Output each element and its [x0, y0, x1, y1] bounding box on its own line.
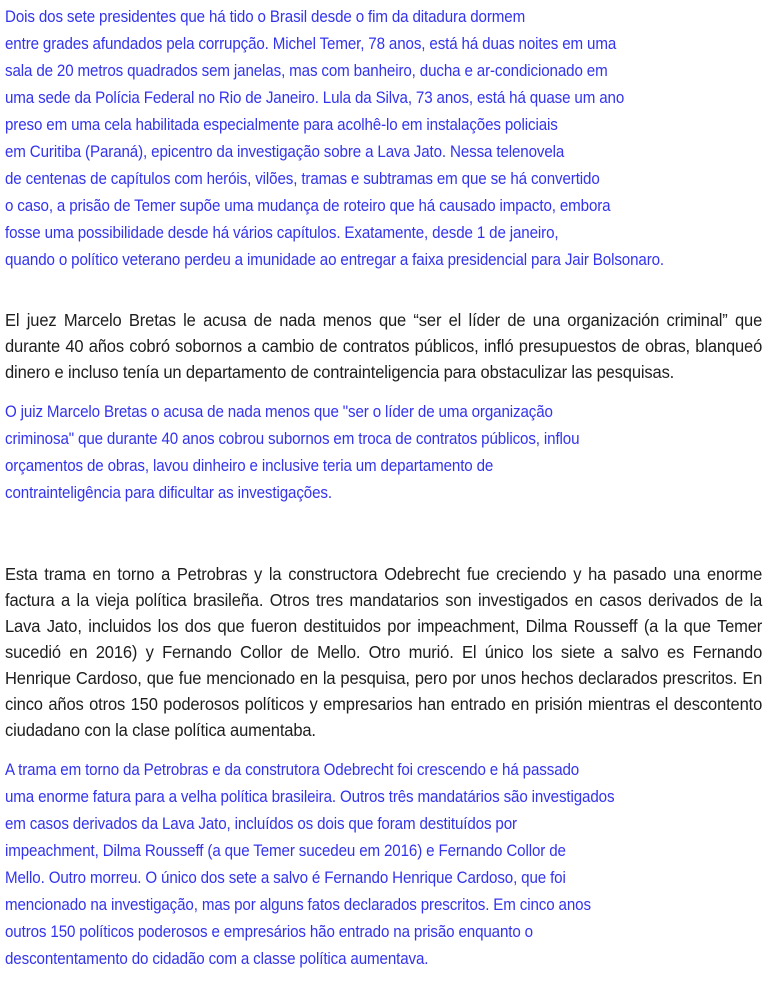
- text-line: o caso, a prisão de Temer supõe uma mudança de roteiro que há causado impacto, embora: [5, 197, 611, 215]
- text-line: criminosa" que durante 40 anos cobrou subornos em troca de contratos públicos, inflou: [5, 430, 580, 448]
- text-line: sala de 20 metros quadrados sem janelas, mas com banheiro, ducha e ar-condicionado em: [5, 62, 608, 80]
- text-line: preso em uma cela habilitada especialmente para acolhê-lo em instalações policiais: [5, 116, 558, 134]
- paragraph-translation-2-pt: [5, 757, 762, 973]
- text-line: O juiz Marcelo Bretas o acusa de nada menos que "ser o líder de uma organização: [5, 403, 553, 421]
- paragraph-text: Esta trama en torno a Petrobras y la constructora Odebrecht fue creciendo y ha pasado una enorme factura a la vieja política brasileña. Otros tres mandatarios son investigados en casos derivados de la Lava Jato, incluidos los dos que fueron destituidos por impeachment, Dilma Rousseff (a la que Temer sucedió en 2016) y Fernando Collor de Mello. Otro murió. El único los siete a salvo es Fernando Henrique Cardoso, que fue mencionado en la pesquisa, pero por unos hechos declarados prescritos. En cinco años otros 150 poderosos políticos y empresarios han entrado en prisión mientras el descontento ciudadano con la clase política aumentaba.: [5, 564, 763, 740]
- text-line: mencionado na investigação, mas por alguns fatos declarados prescritos. Em cinco anos: [5, 896, 591, 914]
- paragraph-source-2-es: [5, 561, 762, 743]
- paragraph-spacer: [5, 507, 762, 561]
- text-line: A trama em torno da Petrobras e da construtora Odebrecht foi crescendo e há passado: [5, 761, 580, 779]
- text-line: de centenas de capítulos com heróis, vilões, tramas e subtramas em que se há convertido: [5, 170, 600, 188]
- paragraph-text: [5, 757, 768, 973]
- paragraph-text: [5, 399, 768, 507]
- text-line: descontentamento do cidadão com a classe política aumentava.: [5, 950, 429, 968]
- text-line: uma enorme fatura para a velha política brasileira. Outros três mandatários são investigados: [5, 788, 615, 806]
- paragraph-source-1-es: [5, 307, 762, 385]
- text-line: orçamentos de obras, lavou dinheiro e inclusive teria um departamento de: [5, 457, 494, 475]
- paragraph-spacer: [5, 274, 762, 307]
- paragraph-spacer: [5, 385, 762, 399]
- text-line: entre grades afundados pela corrupção. Michel Temer, 78 anos, está há duas noites em uma: [5, 35, 617, 53]
- text-line: em casos derivados da Lava Jato, incluídos os dois que foram destituídos por: [5, 815, 517, 833]
- paragraph-text: [5, 4, 768, 274]
- paragraph-translation-1-pt: [5, 399, 762, 507]
- paragraph-intro-translation-pt: [5, 4, 762, 274]
- text-line: Mello. Outro morreu. O único dos sete a salvo é Fernando Henrique Cardoso, que foi: [5, 869, 566, 887]
- text-line: contrainteligência para dificultar as investigações.: [5, 484, 332, 502]
- text-line: fosse uma possibilidade desde há vários capítulos. Exatamente, desde 1 de janeiro,: [5, 224, 559, 242]
- paragraph-text: El juez Marcelo Bretas le acusa de nada menos que “ser el líder de una organización criminal” que durante 40 años cobró sobornos a cambio de contratos públicos, infló presupuestos de obras, blanqueó dinero e incluso tenía un departamento de contrainteligencia para obstaculizar las pesquisas.: [5, 310, 763, 382]
- text-line: quando o político veterano perdeu a imunidade ao entregar a faixa presidencial para Jair Bolsonaro.: [5, 251, 665, 269]
- paragraph-spacer: [5, 743, 762, 757]
- text-line: outros 150 políticos poderosos e empresários hão entrado na prisão enquanto o: [5, 923, 533, 941]
- text-line: em Curitiba (Paraná), epicentro da investigação sobre a Lava Jato. Nessa telenovela: [5, 143, 565, 161]
- text-line: uma sede da Polícia Federal no Rio de Janeiro. Lula da Silva, 73 anos, está há quase um ano: [5, 89, 625, 107]
- text-line: impeachment, Dilma Rousseff (a que Temer sucedeu em 2016) e Fernando Collor de: [5, 842, 566, 860]
- text-line: Dois dos sete presidentes que há tido o Brasil desde o fim da ditadura dormem: [5, 8, 526, 26]
